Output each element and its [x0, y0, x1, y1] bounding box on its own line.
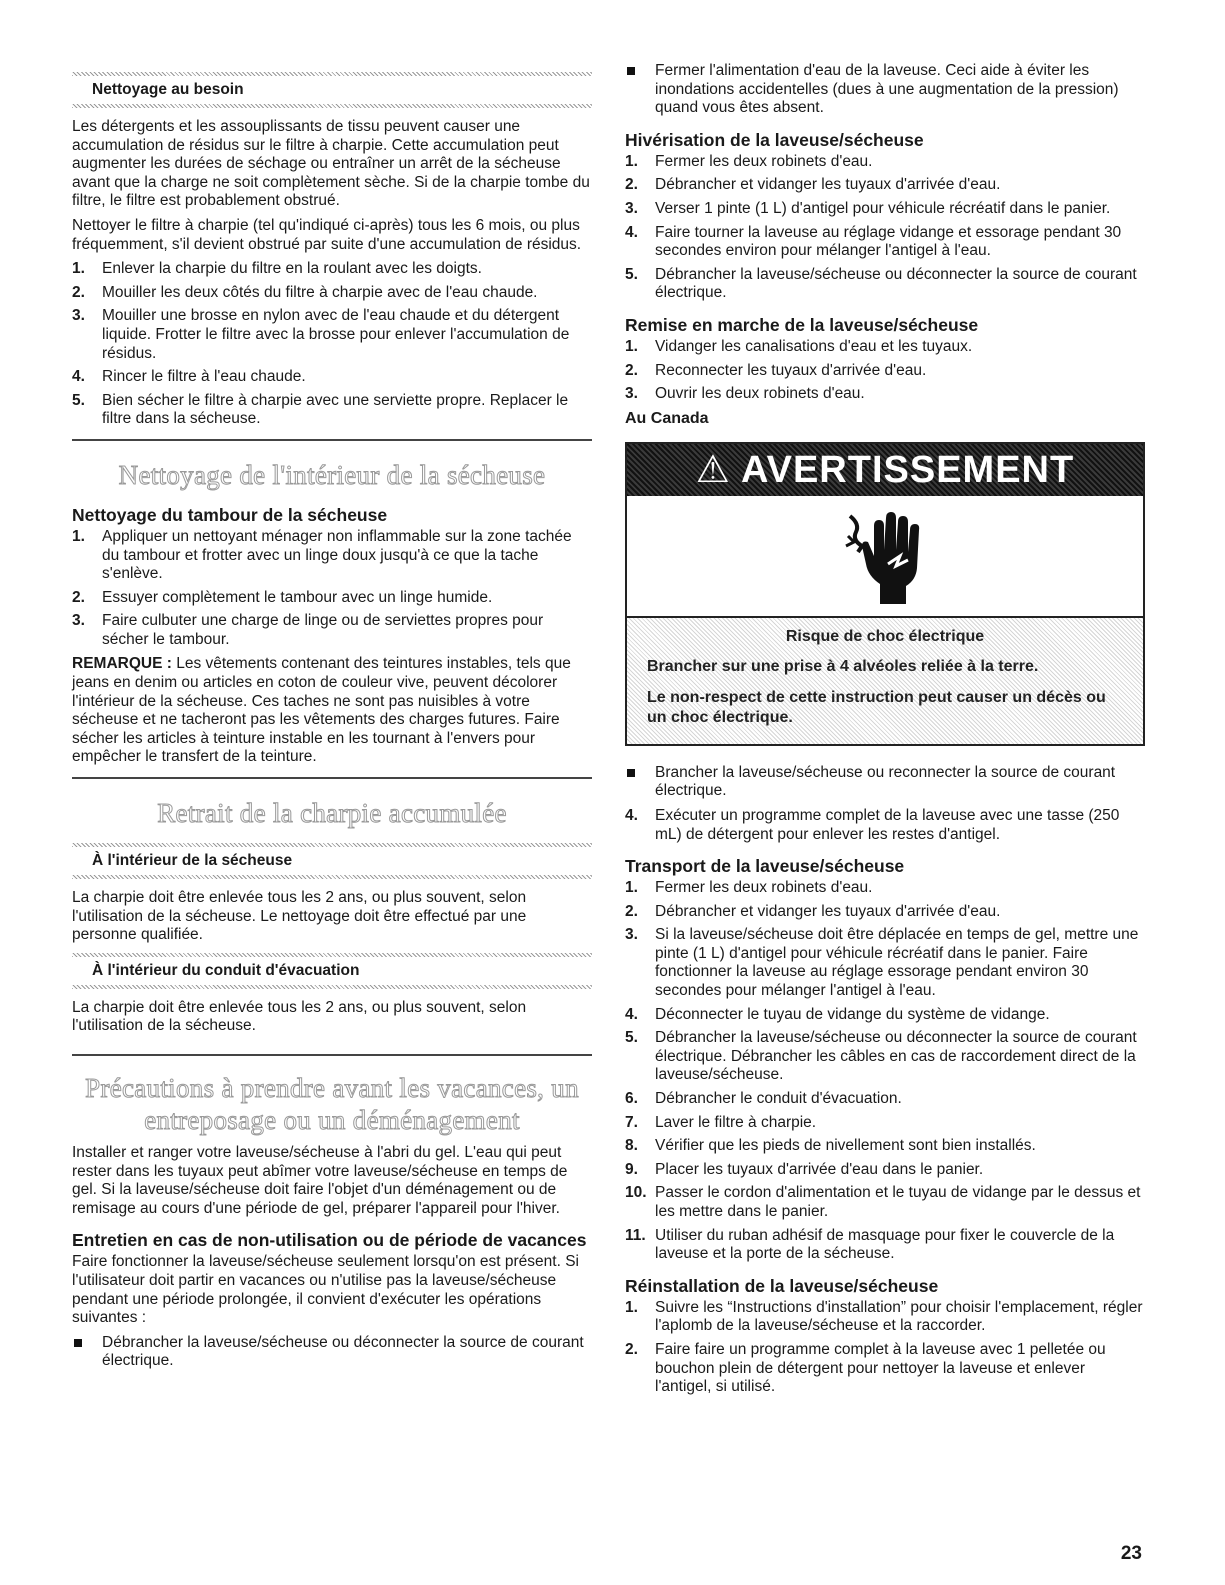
hatch-rule — [72, 104, 592, 108]
step-number: 5. — [625, 1029, 638, 1047]
step-number: 4. — [625, 1005, 638, 1023]
heading-transport: Transport de la laveuse/sécheuse — [625, 856, 905, 877]
list-item — [72, 1334, 592, 1371]
heading-tambour: Nettoyage du tambour de la sécheuse — [72, 504, 388, 525]
steps-tambour — [72, 528, 592, 650]
hatch-rule — [72, 875, 592, 879]
step-number: 4. — [72, 368, 85, 386]
step-number: 10. — [625, 1184, 647, 1202]
list-item — [625, 1006, 1145, 1025]
step-number: 5. — [72, 391, 85, 409]
step-number: 1. — [625, 879, 638, 897]
step-text: Mouiller les deux côtés du filtre à charpie avec de l'eau chaude. — [102, 283, 538, 301]
step-text: Déconnecter le tuyau de vidange du système de vidange. — [655, 1005, 1050, 1023]
step-number: 3. — [625, 385, 638, 403]
step-number: 3. — [72, 612, 85, 630]
subhead-title: À l'intérieur de la sécheuse — [92, 852, 293, 870]
list-item — [625, 1184, 1145, 1221]
step-text: Débrancher et vidanger les tuyaux d'arrivée d'eau. — [655, 902, 1001, 920]
step-text: Utiliser du ruban adhésif de masquage pour fixer le couvercle de la laveuse et la porte de la sécheuse. — [655, 1226, 1115, 1263]
subhead-title: À l'intérieur du conduit d'évacuation — [92, 961, 360, 979]
step-text: Débrancher et vidanger les tuyaux d'arrivée d'eau. — [655, 176, 1001, 194]
steps-after-warning — [625, 807, 1145, 844]
step-number: 2. — [625, 902, 638, 920]
square-bullet-icon — [74, 1339, 82, 1347]
step-number: 4. — [625, 806, 638, 824]
step-number: 5. — [625, 265, 638, 283]
list-item — [625, 926, 1145, 1000]
list-item — [72, 612, 592, 649]
step-number: 4. — [625, 223, 638, 241]
step-text: Placer les tuyaux d'arrivée d'eau dans le panier. — [655, 1160, 984, 1178]
step-text: Enlever la charpie du filtre en la roulant avec les doigts. — [102, 260, 482, 278]
list-item — [625, 1029, 1145, 1085]
hatch-rule — [72, 843, 592, 847]
step-text: Rincer le filtre à l'eau chaude. — [102, 368, 306, 386]
square-bullet-icon — [627, 67, 635, 75]
list-item — [72, 368, 592, 387]
warning-box — [625, 442, 1145, 746]
step-number: 1. — [625, 1298, 638, 1316]
list-item — [72, 284, 592, 303]
hatch-rule — [72, 72, 592, 76]
list-item — [625, 1227, 1145, 1264]
step-number: 3. — [72, 307, 85, 325]
step-text: Mouiller une brosse en nylon avec de l'eau chaude et du détergent liquide. Frotter le filtre avec la brosse pour enlever l'accumulation de résidus. — [102, 307, 570, 362]
warning-instruction: Brancher sur une prise à 4 alvéoles reliée à la terre. — [647, 657, 1039, 675]
step-text: Bien sécher le filtre à charpie avec une serviette propre. Replacer le filtre dans la sécheuse. — [102, 391, 569, 428]
section-banner-charpie: Retrait de la charpie accumulée — [72, 777, 592, 843]
step-text: Appliquer un nettoyant ménager non inflammable sur la zone tachée du tambour et frotter avec un linge doux jusqu'à ce que la tache s'enlève. — [102, 527, 572, 583]
step-number: 3. — [625, 926, 638, 944]
list-item — [625, 338, 1145, 357]
bullets-top — [625, 62, 1145, 118]
electric-shock-hand-icon — [840, 506, 930, 606]
step-text: Suivre les “Instructions d'installation” pour choisir l'emplacement, régler l'aplomb de la laveuse/sécheuse et la raccorder. — [655, 1298, 1143, 1335]
bullet-text: Débrancher la laveuse/sécheuse ou déconnecter la source de courant électrique. — [102, 1333, 584, 1370]
warning-title: ⚠ AVERTISSEMENT — [627, 444, 1143, 496]
step-number: 6. — [625, 1090, 638, 1108]
page-number: 23 — [1120, 1543, 1142, 1564]
step-number: 3. — [625, 199, 638, 217]
step-number: 1. — [72, 260, 85, 278]
heading-entretien: Entretien en cas de non-utilisation ou de période de vacances — [72, 1230, 587, 1251]
hatch-rule — [72, 985, 592, 989]
bullet-text: Brancher la laveuse/sécheuse ou reconnecter la source de courant électrique. — [655, 763, 1116, 800]
steps-transport — [625, 879, 1145, 1264]
steps-remise — [625, 338, 1145, 404]
hatch-rule — [72, 953, 592, 957]
paragraph: Faire fonctionner la laveuse/sécheuse seulement lorsqu'on est présent. Si l'utilisateur doit partir en vacances ou n'utilise pas la laveuse/sécheuse pendant une période prolongée, il convient d'exécuter les opérations suivantes : — [72, 1253, 579, 1327]
list-item — [72, 307, 592, 363]
remarque-label: REMARQUE : — [72, 655, 172, 673]
step-number: 2. — [625, 1340, 638, 1358]
square-bullet-icon — [627, 769, 635, 777]
list-item — [625, 385, 1145, 404]
step-text: Vidanger les canalisations d'eau et les tuyaux. — [655, 337, 973, 355]
list-item — [72, 528, 592, 584]
step-number: 1. — [625, 152, 638, 170]
step-text: Fermer les deux robinets d'eau. — [655, 879, 873, 897]
step-number: 2. — [72, 588, 85, 606]
step-text: Passer le cordon d'alimentation et le tuyau de vidange par le dessus et les mettre dans le panier. — [655, 1184, 1141, 1220]
subhead-title: Nettoyage au besoin — [92, 81, 244, 98]
warning-consequence: Le non-respect de cette instruction peut causer un décès ou un choc électrique. — [647, 688, 1106, 726]
left-column — [72, 62, 592, 1377]
step-number: 7. — [625, 1113, 638, 1131]
step-text: Ouvrir les deux robinets d'eau. — [655, 385, 865, 403]
bullets-after-warning — [625, 764, 1145, 801]
step-number: 1. — [72, 527, 85, 545]
list-item — [625, 200, 1145, 219]
list-item — [625, 1341, 1145, 1397]
step-text: Exécuter un programme complet de la laveuse avec une tasse (250 mL) de détergent pour enlever les restes d'antigel. — [655, 806, 1120, 843]
remarque-text: Les vêtements contenant des teintures instables, tels que jeans en denim ou articles en coton de couleur vive, peuvent décolorer l'intérieur de la sécheuse. Ces taches ne sont pas nuisibles à votre sécheuse et ne tacheront pas les vêtements des charges futures. Faire sécher les articles à teinture instable en les tournant à l'envers pour empêcher le transfert de la teinture. — [72, 655, 571, 766]
bullets-entretien — [72, 1334, 592, 1371]
steps-nettoyage-besoin — [72, 260, 592, 429]
step-text: Débrancher la laveuse/sécheuse ou déconnecter la source de courant électrique. Débrancher les câbles en cas de raccordement direct de la laveuse/sécheuse. — [655, 1029, 1137, 1084]
step-text: Reconnecter les tuyaux d'arrivée d'eau. — [655, 361, 927, 379]
step-text: Débrancher le conduit d'évacuation. — [655, 1090, 902, 1108]
list-item — [72, 392, 592, 429]
step-text: Si la laveuse/sécheuse doit être déplacée en temps de gel, mettre une pinte (1 L) d'antigel pour véhicule récréatif dans le panier. Faire fonctionner la laveuse au réglage essorage pendant environ 30 secondes pour mélanger l'antigel à l'eau. — [655, 926, 1139, 1000]
step-text: Essuyer complètement le tambour avec un linge humide. — [102, 588, 493, 606]
steps-hiverisation — [625, 153, 1145, 303]
list-item — [625, 362, 1145, 381]
right-column — [625, 62, 1145, 1403]
step-text: Fermer les deux robinets d'eau. — [655, 152, 873, 170]
warning-icon-area — [627, 496, 1143, 618]
list-item — [625, 807, 1145, 844]
list-item — [625, 176, 1145, 195]
step-text: Vérifier que les pieds de nivellement sont bien installés. — [655, 1137, 1036, 1155]
subhead-interieur-secheuse — [72, 843, 592, 879]
list-item — [72, 589, 592, 608]
step-number: 2. — [625, 176, 638, 194]
list-item — [625, 62, 1145, 118]
remarque-paragraph — [72, 655, 592, 767]
step-text: Faire faire un programme complet à la laveuse avec 1 pelletée ou bouchon plein de détergent pour nettoyer la laveuse et enlever l'antigel, si utilisé. — [655, 1340, 1106, 1396]
step-text: Verser 1 pinte (1 L) d'antigel pour véhicule récréatif dans le panier. — [655, 199, 1111, 217]
subhead-interieur-conduit — [72, 953, 592, 989]
list-item — [625, 1114, 1145, 1133]
section-banner-vacances: Précautions à prendre avant les vacances, un entreposage ou un déménagement — [72, 1054, 592, 1144]
heading-reinstallation: Réinstallation de la laveuse/sécheuse — [625, 1275, 939, 1296]
list-item — [625, 266, 1145, 303]
list-item — [625, 153, 1145, 172]
step-number: 9. — [625, 1160, 638, 1178]
subhead-nettoyage-besoin — [72, 72, 592, 108]
step-text: Laver le filtre à charpie. — [655, 1113, 817, 1131]
section-banner-interieur: Nettoyage de l'intérieur de la sécheuse — [72, 439, 592, 505]
paragraph: Nettoyer le filtre à charpie (tel qu'indiqué ci-après) tous les 6 mois, ou plus fréquemment, s'il devient obstrué par suite d'une accumulation de résidus. — [72, 216, 582, 253]
au-canada-label: Au Canada — [625, 409, 709, 427]
list-item — [625, 764, 1145, 801]
step-text: Débrancher la laveuse/sécheuse ou déconnecter la source de courant électrique. — [655, 265, 1137, 302]
warning-risk: Risque de choc électrique — [785, 627, 985, 645]
list-item — [625, 1161, 1145, 1180]
step-number: 1. — [625, 337, 638, 355]
step-number: 2. — [72, 283, 85, 301]
step-text: Faire culbuter une charge de linge ou de serviettes propres pour sécher le tambour. — [102, 612, 544, 648]
step-number: 11. — [625, 1226, 646, 1244]
warning-body — [627, 618, 1143, 744]
list-item — [625, 1137, 1145, 1156]
paragraph: Les détergents et les assouplissants de tissu peuvent causer une accumulation de résidus sur le filtre à charpie. Cette accumulation peut augmenter les durées de séchage ou entraîner un arrêt de la sécheuse avant que la charge ne soit complètement sèche. Si de la charpie tombe du filtre, le filtre est probablement obstrué. — [72, 118, 590, 210]
paragraph: Installer et ranger votre laveuse/sécheuse à l'abri du gel. L'eau qui peut rester dans les tuyaux peut abîmer votre laveuse/sécheuse en temps de gel. Si la laveuse/sécheuse doit faire l'objet d'un déménagement ou de remisage au cours d'une période de gel, préparer l'appareil pour l'hiver. — [72, 1144, 568, 1217]
list-item — [625, 1090, 1145, 1109]
step-number: 2. — [625, 361, 638, 379]
paragraph: La charpie doit être enlevée tous les 2 ans, ou plus souvent, selon l'utilisation de la sécheuse. Le nettoyage doit être effectué par une personne qualifiée. — [72, 889, 527, 944]
paragraph: La charpie doit être enlevée tous les 2 ans, ou plus souvent, selon l'utilisation de la sécheuse. — [72, 998, 527, 1035]
steps-reinstallation — [625, 1299, 1145, 1397]
list-item — [625, 879, 1145, 898]
bullet-text: Fermer l'alimentation d'eau de la laveuse. Ceci aide à éviter les inondations accidentelles (dues à une augmentation de la pression) quand vous êtes absent. — [655, 62, 1119, 117]
step-number: 8. — [625, 1137, 638, 1155]
list-item — [625, 224, 1145, 261]
heading-remise: Remise en marche de la laveuse/sécheuse — [625, 314, 979, 335]
heading-hiverisation: Hivérisation de la laveuse/sécheuse — [625, 129, 924, 150]
step-text: Faire tourner la laveuse au réglage vidange et essorage pendant 30 secondes environ pour mélanger l'antigel à l'eau. — [655, 223, 1122, 260]
list-item — [625, 903, 1145, 922]
list-item — [625, 1299, 1145, 1336]
list-item — [72, 260, 592, 279]
